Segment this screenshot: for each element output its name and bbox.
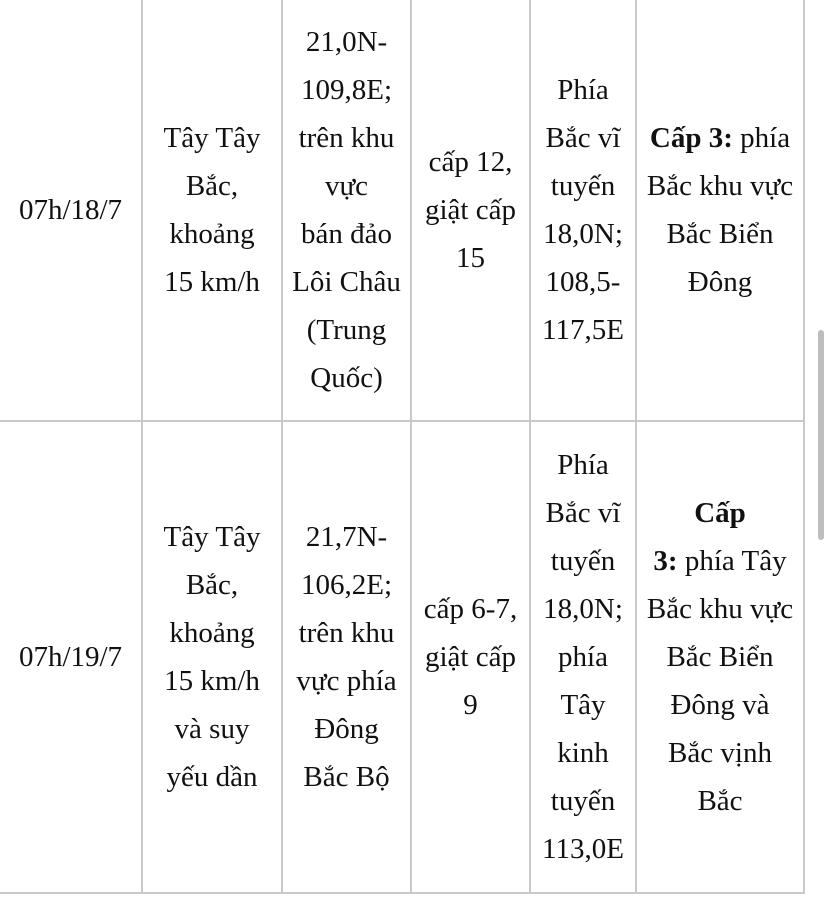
- risk-level-label: Cấp 3:: [649, 122, 733, 154]
- table-row: [0, 0, 804, 421]
- danger-zone-cell: Phía Bắc vĩ tuyến 18,0N; 108,5- 117,5E: [530, 0, 636, 421]
- position-cell: 21,7N- 106,2E; trên khu vực phía Đông Bắc Bộ: [282, 421, 411, 893]
- intensity-cell: cấp 6-7, giật cấp 9: [411, 421, 530, 893]
- vertical-scrollbar[interactable]: [818, 330, 824, 540]
- risk-level-cell: [636, 421, 804, 893]
- table-row: [0, 421, 804, 893]
- direction-speed-cell: Tây Tây Bắc, khoảng 15 km/h: [142, 0, 282, 421]
- direction-speed-cell: Tây Tây Bắc, khoảng 15 km/h và suy yếu dần: [142, 421, 282, 893]
- risk-level-cell: [636, 0, 804, 421]
- risk-level-description: phía Tây Bắc khu vực Bắc Biển Đông và Bắc vịnh Bắc: [646, 545, 794, 817]
- intensity-cell: cấp 12, giật cấp 15: [411, 0, 530, 421]
- time-cell: 07h/19/7: [0, 421, 142, 893]
- danger-zone-cell: Phía Bắc vĩ tuyến 18,0N; phía Tây kinh tuyến 113,0E: [530, 421, 636, 893]
- risk-level-description: phía Bắc khu vực Bắc Biển Đông: [646, 122, 794, 298]
- position-cell: 21,0N- 109,8E; trên khu vực bán đảo Lôi Châu (Trung Quốc): [282, 0, 411, 421]
- time-cell: 07h/18/7: [0, 0, 142, 421]
- risk-level-label: Cấp 3:: [653, 497, 746, 577]
